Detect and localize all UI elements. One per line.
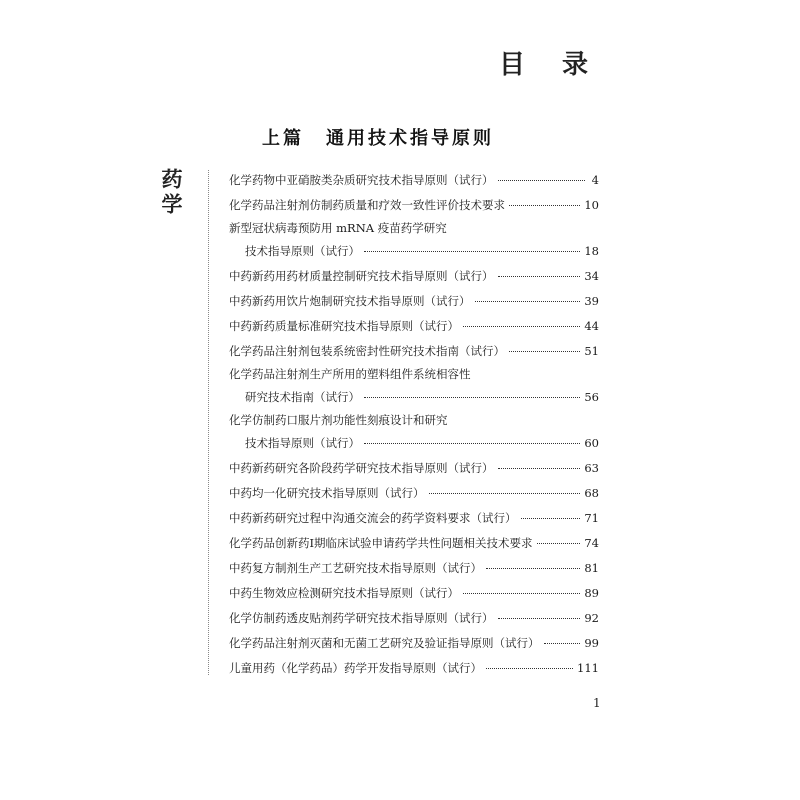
toc-entry-page: 39 xyxy=(584,294,599,308)
toc-entry[interactable] xyxy=(229,364,599,410)
toc-entry[interactable] xyxy=(229,556,599,581)
dot-leader xyxy=(537,543,581,544)
dot-leader xyxy=(364,397,580,398)
toc-entry[interactable] xyxy=(229,656,599,681)
part-heading xyxy=(262,124,494,150)
dot-leader xyxy=(498,618,581,619)
toc-entry-page: 44 xyxy=(584,319,599,333)
toc-entry-title: 化学药品注射剂包装系统密封性研究技术指南（试行） xyxy=(229,344,505,358)
toc-entry[interactable] xyxy=(229,314,599,339)
dot-leader xyxy=(498,468,581,469)
toc-entry-page: 92 xyxy=(584,611,599,625)
dot-leader xyxy=(498,276,581,277)
toc-entry-title: 儿童用药（化学药品）药学开发指导原则（试行） xyxy=(229,661,482,675)
toc-entry-title-line1: 化学药品注射剂生产所用的塑料组件系统相容性 xyxy=(229,367,471,381)
toc-entry-title: 中药新药研究过程中沟通交流会的药学资料要求（试行） xyxy=(229,511,517,525)
table-of-contents xyxy=(229,168,599,681)
toc-entry[interactable] xyxy=(229,531,599,556)
part-label: 上篇 xyxy=(262,128,304,149)
toc-entry-page: 18 xyxy=(584,244,599,258)
dot-leader xyxy=(364,251,580,252)
dot-leader xyxy=(429,493,581,494)
toc-entry-page: 68 xyxy=(584,486,599,500)
toc-entry-title: 研究技术指南（试行） xyxy=(245,390,360,404)
toc-entry-page: 81 xyxy=(584,561,599,575)
toc-entry-page: 99 xyxy=(584,636,599,650)
toc-entry-page: 51 xyxy=(584,344,599,358)
toc-entry-title: 中药生物效应检测研究技术指导原则（试行） xyxy=(229,586,459,600)
toc-entry[interactable] xyxy=(229,168,599,193)
toc-entry[interactable] xyxy=(229,339,599,364)
dot-leader xyxy=(475,301,581,302)
toc-entry[interactable] xyxy=(229,506,599,531)
section-divider xyxy=(208,170,209,675)
toc-entry[interactable] xyxy=(229,289,599,314)
toc-entry-title: 中药新药研究各阶段药学研究技术指导原则（试行） xyxy=(229,461,494,475)
section-label: 药学 xyxy=(159,168,184,218)
toc-entry[interactable] xyxy=(229,456,599,481)
page-number: 1 xyxy=(593,696,601,710)
part-name: 通用技术指导原则 xyxy=(326,128,494,149)
toc-entry-title: 化学仿制药透皮贴剂药学研究技术指导原则（试行） xyxy=(229,611,494,625)
toc-entry-page: 60 xyxy=(584,436,599,450)
toc-entry-title: 中药均一化研究技术指导原则（试行） xyxy=(229,486,425,500)
toc-entry-page: 56 xyxy=(584,390,599,404)
dot-leader xyxy=(521,518,581,519)
toc-entry-page: 4 xyxy=(591,173,599,187)
dot-leader xyxy=(463,593,580,594)
toc-entry-title: 中药新药质量标准研究技术指导原则（试行） xyxy=(229,319,459,333)
toc-entry[interactable] xyxy=(229,631,599,656)
toc-entry-title: 技术指导原则（试行） xyxy=(245,436,360,450)
toc-entry-title-line1: 新型冠状病毒预防用 mRNA 疫苗药学研究 xyxy=(229,221,447,235)
toc-entry-title: 化学药品注射剂灭菌和无菌工艺研究及验证指导原则（试行） xyxy=(229,636,540,650)
toc-entry-title: 中药新药用药材质量控制研究技术指导原则（试行） xyxy=(229,269,494,283)
toc-entry-title: 技术指导原则（试行） xyxy=(245,244,360,258)
toc-entry[interactable] xyxy=(229,581,599,606)
dot-leader xyxy=(509,205,580,206)
dot-leader xyxy=(498,180,586,181)
toc-entry[interactable] xyxy=(229,218,599,264)
toc-entry-page: 111 xyxy=(577,661,599,675)
toc-entry-page: 71 xyxy=(584,511,599,525)
dot-leader xyxy=(486,668,573,669)
toc-entry[interactable] xyxy=(229,410,599,456)
toc-entry-page: 34 xyxy=(584,269,599,283)
page-title: 目 录 xyxy=(498,50,602,80)
toc-entry-page: 63 xyxy=(584,461,599,475)
toc-entry[interactable] xyxy=(229,193,599,218)
toc-entry-page: 10 xyxy=(584,198,599,212)
dot-leader xyxy=(463,326,580,327)
toc-entry[interactable] xyxy=(229,481,599,506)
dot-leader xyxy=(509,351,580,352)
toc-entry-title: 化学药品创新药Ⅰ期临床试验申请药学共性问题相关技术要求 xyxy=(229,536,533,550)
toc-entry-title: 中药复方制剂生产工艺研究技术指导原则（试行） xyxy=(229,561,482,575)
dot-leader xyxy=(486,568,580,569)
toc-entry-page: 74 xyxy=(584,536,599,550)
toc-entry[interactable] xyxy=(229,606,599,631)
toc-entry-title: 化学药物中亚硝胺类杂质研究技术指导原则（试行） xyxy=(229,173,494,187)
toc-entry-page: 89 xyxy=(584,586,599,600)
dot-leader xyxy=(544,643,581,644)
toc-entry[interactable] xyxy=(229,264,599,289)
dot-leader xyxy=(364,443,580,444)
toc-entry-title: 化学药品注射剂仿制药质量和疗效一致性评价技术要求 xyxy=(229,198,505,212)
toc-entry-title: 中药新药用饮片炮制研究技术指导原则（试行） xyxy=(229,294,471,308)
toc-entry-title-line1: 化学仿制药口服片剂功能性刻痕设计和研究 xyxy=(229,413,448,427)
